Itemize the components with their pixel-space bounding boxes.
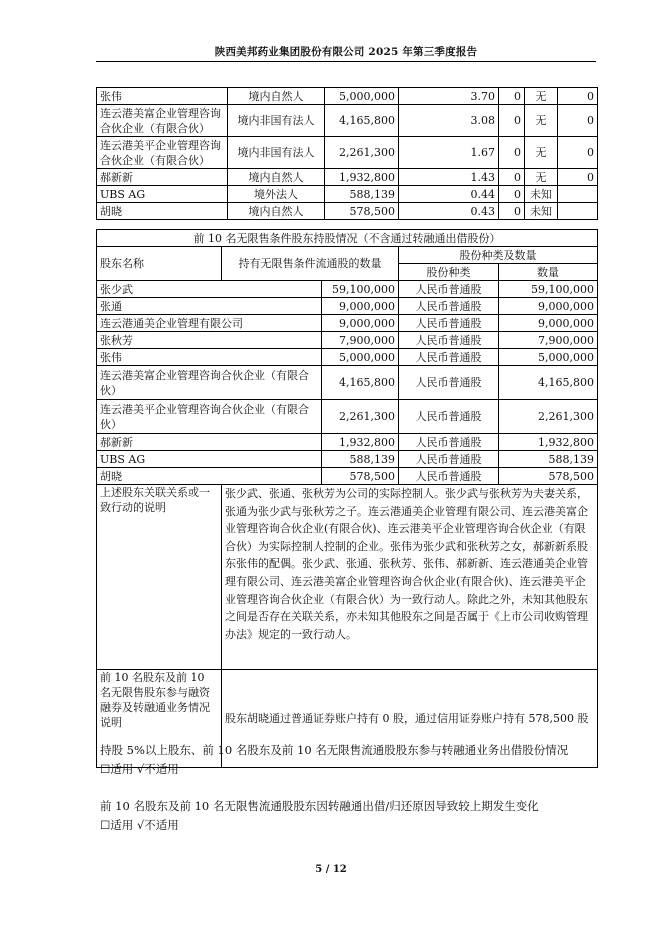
table-row: [97, 203, 598, 220]
pledge-quantity: 0: [558, 105, 598, 137]
unrestricted-qty: 9,000,000: [322, 298, 399, 315]
table-row: [97, 451, 598, 468]
share-amount: 1,932,800: [499, 434, 598, 451]
column-header-type: 股份种类: [399, 264, 499, 281]
unrestricted-shareholders-table: [96, 229, 598, 768]
margin-label: 前 10 名股东及前 10 名无限售股东参与融资融券及转融通业务情况说明: [97, 670, 222, 768]
share-type: 人民币普通股: [399, 468, 499, 485]
note-options: ☐适用 √不适用: [100, 762, 179, 776]
shareholder-nature: 境内非国有法人: [228, 137, 325, 169]
share-amount: 4,165,800: [499, 366, 598, 400]
pledge-quantity: 0: [558, 88, 598, 105]
table-row: [97, 298, 598, 315]
table-row: [97, 434, 598, 451]
restricted-shares: 0: [499, 137, 525, 169]
pledge-status: 未知: [525, 186, 558, 203]
shareholder-name: 胡晓: [97, 468, 322, 485]
table-row: [97, 105, 598, 137]
shareholder-name: 张通: [97, 298, 322, 315]
pledge-status: 无: [525, 137, 558, 169]
share-type: 人民币普通股: [399, 434, 499, 451]
pledge-quantity: 0: [558, 137, 598, 169]
note-title: 持股 5%以上股东、前 10 名股东及前 10 名无限售流通股股东参与转融通业务出借股份情况: [100, 743, 569, 757]
holding-ratio: 3.70: [399, 88, 499, 105]
holding-ratio: 0.43: [399, 203, 499, 220]
table-row: [97, 281, 598, 298]
pledge-status: 未知: [525, 203, 558, 220]
shareholder-nature: 境内自然人: [228, 169, 325, 186]
table-row: [97, 88, 598, 105]
shares-held: 4,165,800: [325, 105, 399, 137]
restricted-shares: 0: [499, 88, 525, 105]
holding-ratio: 1.67: [399, 137, 499, 169]
shareholder-name: 连云港美平企业管理咨询合伙企业（有限合伙）: [97, 400, 322, 434]
holding-ratio: 1.43: [399, 169, 499, 186]
shares-held: 588,139: [325, 186, 399, 203]
share-amount: 59,100,000: [499, 281, 598, 298]
restricted-shares: 0: [499, 186, 525, 203]
column-header-type-group: 股份种类及数量: [399, 247, 598, 264]
restricted-shares: 0: [499, 169, 525, 186]
restricted-shares: 0: [499, 105, 525, 137]
unrestricted-qty: 1,932,800: [322, 434, 399, 451]
note-title: 前 10 名股东及前 10 名无限售流通股股东因转融通出借/归还原因导致较上期发生变化: [100, 799, 539, 813]
table-row: [97, 366, 598, 400]
pledge-status: 无: [525, 88, 558, 105]
shareholder-nature: 境外法人: [228, 186, 325, 203]
relation-label: 上述股东关联关系或一致行动的说明: [97, 485, 222, 670]
share-amount: 7,900,000: [499, 332, 598, 349]
share-type: 人民币普通股: [399, 366, 499, 400]
share-amount: 5,000,000: [499, 349, 598, 366]
shareholder-name: 郝新新: [97, 434, 322, 451]
share-type: 人民币普通股: [399, 315, 499, 332]
share-amount: 2,261,300: [499, 400, 598, 434]
relation-text: 张少武、张通、张秋芳为公司的实际控制人。张少武与张秋芳为夫妻关系，张通为张少武与张秋芳之子。连云港通美企业管理有限公司、连云港美富企业管理咨询合伙企业(有限合伙)、连云港美平企业管理咨询合伙企业（有限合伙）为实际控制人控制的企业。张伟为张少武和张秋芳之女，郝新新系股东张伟的配偶。张少武、张通、张秋芳、张伟、郝新新、连云港通美企业管理有限公司、连云港美富企业管理咨询合伙企业(有限合伙)、连云港美平企业管理咨询合伙企业（有限合伙）为一致行动人。除此之外，未知其他股东之间是否存在关联关系，亦未知其他股东之间是否属于《上市公司收购管理办法》规定的一致行动人。: [222, 485, 598, 670]
table-row: [97, 349, 598, 366]
column-header-name: 股东名称: [97, 247, 222, 281]
shareholder-name: 张秋芳: [97, 332, 322, 349]
shareholder-name: 连云港通美企业管理有限公司: [97, 315, 322, 332]
share-amount: 9,000,000: [499, 315, 598, 332]
holding-ratio: 0.44: [399, 186, 499, 203]
note-1: [100, 741, 568, 779]
share-type: 人民币普通股: [399, 451, 499, 468]
pledge-quantity: [558, 186, 598, 203]
share-type: 人民币普通股: [399, 349, 499, 366]
share-type: 人民币普通股: [399, 332, 499, 349]
shareholder-nature: 境内非国有法人: [228, 105, 325, 137]
table-row: [97, 137, 598, 169]
restricted-shares: 0: [499, 203, 525, 220]
margin-text: 股东胡晓通过普通证券账户持有 0 股，通过信用证券账户持有 578,500 股: [222, 670, 598, 768]
pledge-status: 无: [525, 105, 558, 137]
shares-held: 1,932,800: [325, 169, 399, 186]
shareholder-name: UBS AG: [97, 186, 228, 203]
unrestricted-qty: 588,139: [322, 451, 399, 468]
table-row: [97, 332, 598, 349]
header-divider: [96, 61, 596, 62]
share-type: 人民币普通股: [399, 281, 499, 298]
shareholder-nature: 境内自然人: [228, 203, 325, 220]
shareholder-name: 郝新新: [97, 169, 228, 186]
column-header-qty: 持有无限售条件流通股的数量: [222, 247, 399, 281]
share-amount: 578,500: [499, 468, 598, 485]
table-row: [97, 169, 598, 186]
table-row: [97, 315, 598, 332]
unrestricted-qty: 2,261,300: [322, 400, 399, 434]
note-options: ☐适用 √不适用: [100, 818, 179, 832]
unrestricted-qty: 4,165,800: [322, 366, 399, 400]
pledge-status: 无: [525, 169, 558, 186]
shareholder-name: 连云港美平企业管理咨询合伙企业（有限合伙）: [97, 137, 228, 169]
shareholder-name: 连云港美富企业管理咨询合伙企业（有限合伙）: [97, 105, 228, 137]
shareholder-name: 连云港美富企业管理咨询合伙企业（有限合伙）: [97, 366, 322, 400]
unrestricted-qty: 7,900,000: [322, 332, 399, 349]
shares-held: 2,261,300: [325, 137, 399, 169]
report-header: 陕西美邦药业集团股份有限公司 2025 年第三季度报告: [214, 46, 478, 58]
section-title: 前 10 名无限售条件股东持股情况（不含通过转融通出借股份）: [97, 230, 598, 247]
page-number: 5 / 12: [315, 864, 347, 875]
shareholder-name: 张伟: [97, 88, 228, 105]
unrestricted-qty: 59,100,000: [322, 281, 399, 298]
shares-held: 5,000,000: [325, 88, 399, 105]
column-header-amount: 数量: [499, 264, 598, 281]
share-type: 人民币普通股: [399, 400, 499, 434]
unrestricted-qty: 9,000,000: [322, 315, 399, 332]
unrestricted-qty: 5,000,000: [322, 349, 399, 366]
unrestricted-qty: 578,500: [322, 468, 399, 485]
table-row: [97, 400, 598, 434]
share-amount: 9,000,000: [499, 298, 598, 315]
share-amount: 588,139: [499, 451, 598, 468]
pledge-quantity: 0: [558, 169, 598, 186]
table-row: [97, 186, 598, 203]
shareholder-nature: 境内自然人: [228, 88, 325, 105]
pledge-quantity: [558, 203, 598, 220]
shareholder-name: 张少武: [97, 281, 322, 298]
share-type: 人民币普通股: [399, 298, 499, 315]
shareholder-name: 张伟: [97, 349, 322, 366]
shareholder-name: UBS AG: [97, 451, 322, 468]
shareholder-name: 胡晓: [97, 203, 228, 220]
holding-ratio: 3.08: [399, 105, 499, 137]
top10-shareholders-table: [96, 87, 598, 220]
note-2: [100, 797, 539, 835]
shares-held: 578,500: [325, 203, 399, 220]
table-row: [97, 468, 598, 485]
